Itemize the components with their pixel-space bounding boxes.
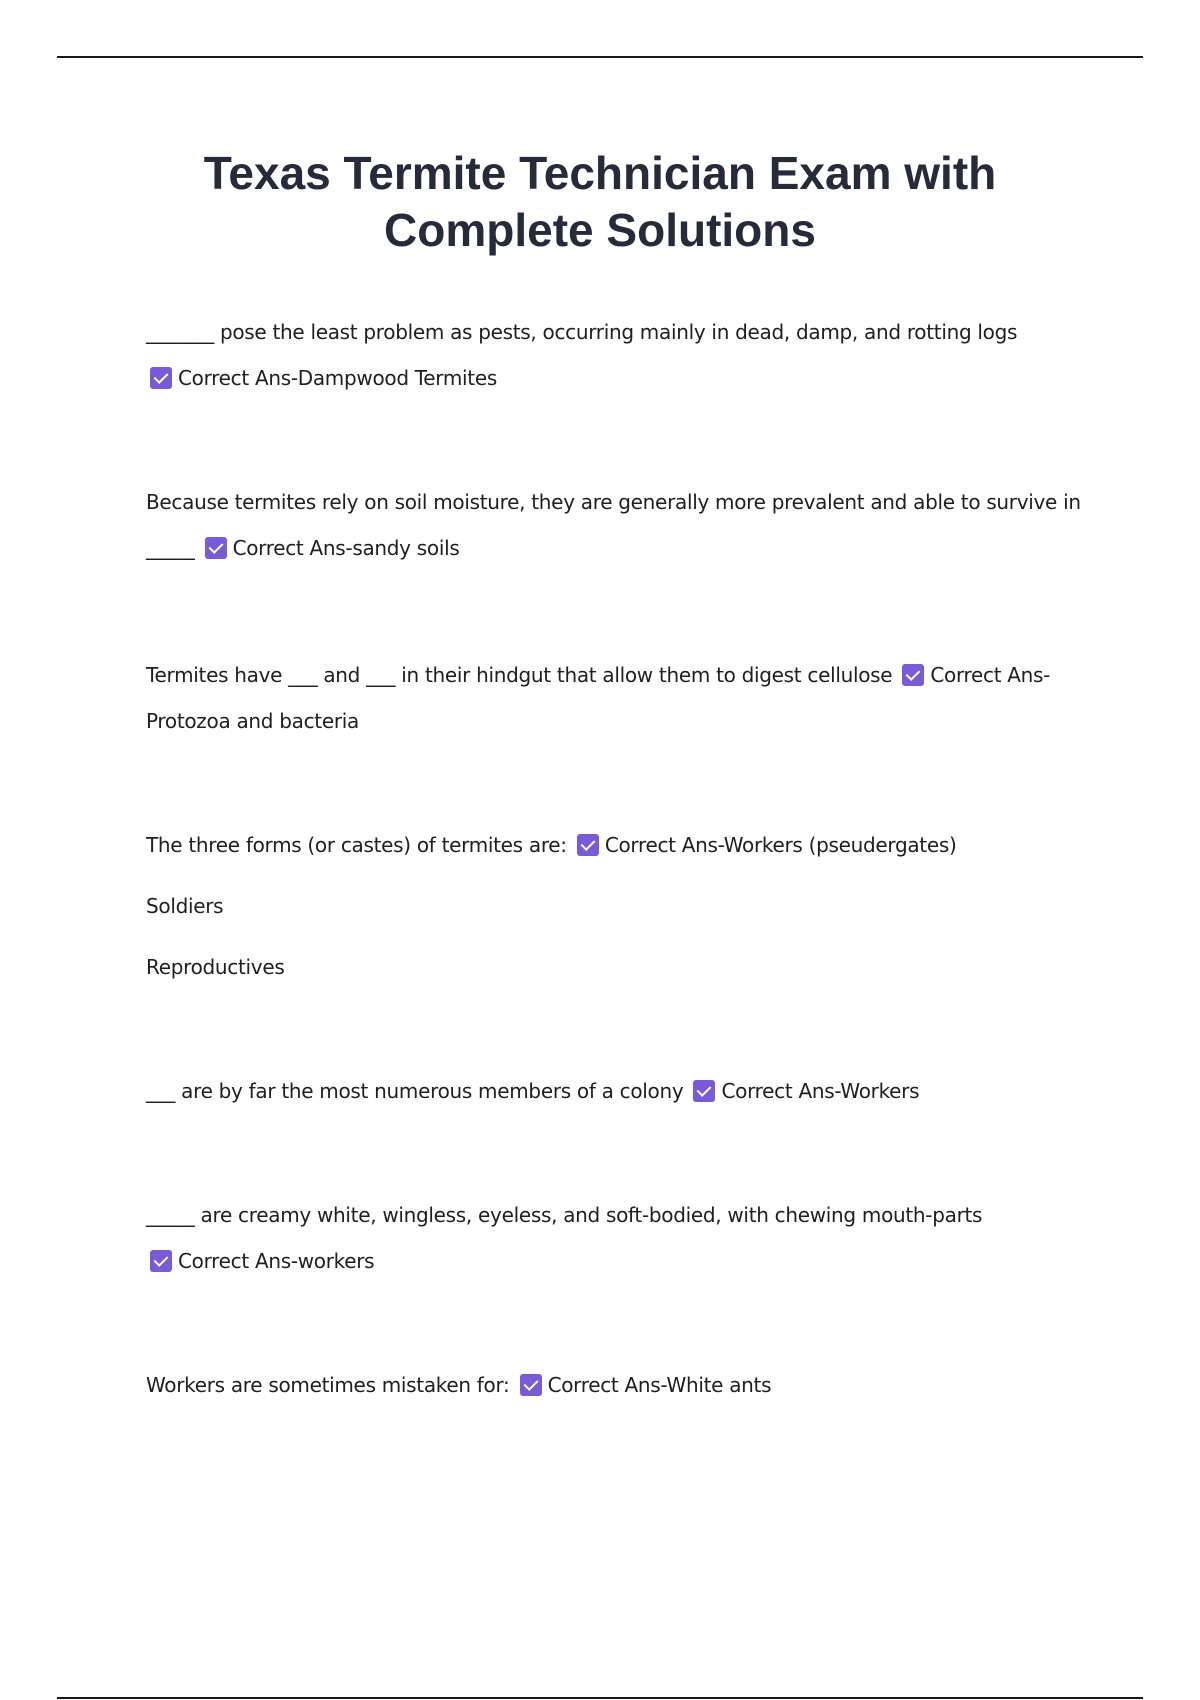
- question-text: The three forms (or castes) of termites are:: [146, 833, 567, 857]
- question-answer-line: [146, 1068, 1086, 1114]
- check-icon: [693, 1080, 715, 1102]
- answer-extra-line: Reproductives: [146, 955, 285, 979]
- bottom-divider: [57, 1697, 1143, 1699]
- question-blank: _____: [146, 536, 195, 560]
- answer-text: Correct Ans-Workers: [721, 1079, 920, 1103]
- question-answer-line: [146, 652, 1086, 698]
- answer-text: Correct Ans-White ants: [547, 1373, 772, 1397]
- top-divider: [57, 56, 1143, 58]
- check-icon: [205, 537, 227, 559]
- qa-item: [146, 309, 1086, 401]
- answer-text: Correct Ans-Dampwood Termites: [178, 366, 497, 390]
- question-text: Workers are sometimes mistaken for:: [146, 1373, 510, 1397]
- qa-item: [146, 1362, 1086, 1408]
- answer-text: Correct Ans-sandy soils: [232, 536, 460, 560]
- check-icon: [577, 834, 599, 856]
- answer-text: Correct Ans-workers: [178, 1249, 375, 1273]
- check-icon: [902, 664, 924, 686]
- qa-item: [146, 652, 1086, 744]
- answer-continuation: Protozoa and bacteria: [146, 709, 359, 733]
- question-answer-line: [146, 1362, 1086, 1408]
- question-text: ___ are by far the most numerous members of a colony: [146, 1079, 684, 1103]
- answer-extra-line: Soldiers: [146, 894, 224, 918]
- page-title: [120, 145, 1080, 259]
- question-text: _______ pose the least problem as pests, occurring mainly in dead, damp, and rotting logs: [146, 320, 1018, 344]
- qa-item: [146, 1068, 1086, 1114]
- check-icon: [520, 1374, 542, 1396]
- question-text: _____ are creamy white, wingless, eyeless, and soft-bodied, with chewing mouth-parts: [146, 1203, 983, 1227]
- check-icon: [150, 367, 172, 389]
- check-icon: [150, 1250, 172, 1272]
- answer-text: Correct Ans-Workers (pseudergates): [604, 833, 957, 857]
- question-answer-line: [146, 525, 1086, 571]
- title-line-1: Texas Termite Technician Exam with: [203, 147, 997, 199]
- answer-text: Correct Ans-: [930, 663, 1051, 687]
- question-text: Termites have ___ and ___ in their hindgut that allow them to digest cellulose: [146, 663, 893, 687]
- question-answer-line: [146, 822, 1086, 883]
- qa-item: [146, 1192, 1086, 1284]
- answer-line: [146, 1238, 1086, 1284]
- qa-item: [146, 822, 1086, 1005]
- answer-line: [146, 355, 1086, 401]
- qa-item: [146, 479, 1086, 571]
- question-text: Because termites rely on soil moisture, they are generally more prevalent and able to survive in: [146, 490, 1081, 514]
- title-line-2: Complete Solutions: [384, 204, 816, 256]
